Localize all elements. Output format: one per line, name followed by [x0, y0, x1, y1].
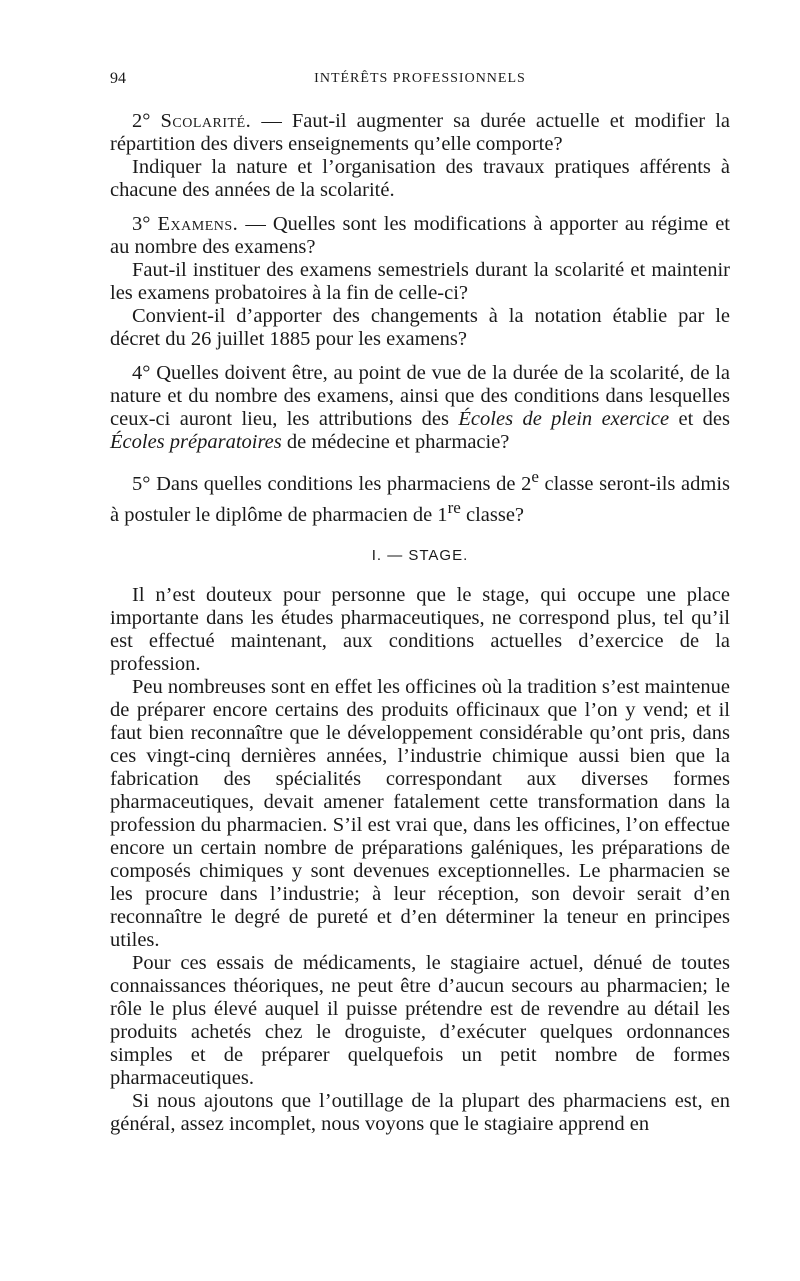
question-4-text-b: et des: [669, 408, 730, 430]
question-3-label: Examens.: [157, 213, 239, 235]
body-paragraph: Il n’est douteux pour personne que le stage, qui occupe une place importante dans les études pharmaceutiques, ne correspond plus, tel qu’il est effectué maintenant, aux conditions actuelles d’exercice de la profession.: [110, 583, 730, 675]
superscript-re: re: [447, 497, 461, 517]
question-5-text-c: classe?: [460, 503, 525, 526]
question-4-paragraph: [110, 362, 730, 454]
page-body: [110, 110, 730, 1136]
question-5-text-b: classe seront-ils admis à postuler le diplôme de pharmacien de 1: [110, 472, 730, 526]
question-2-paragraph: [110, 110, 730, 156]
running-title: INTÉRÊTS PROFESSIONNELS: [314, 71, 526, 86]
question-4-text-c: de médecine et pharmacie?: [281, 431, 510, 453]
question-3-text: — Quelles sont les modifications à apporter au régime et au nombre des examens?: [110, 213, 730, 258]
question-2-label: Scolarité.: [160, 110, 252, 132]
question-5-text-a: 5° Dans quelles conditions les pharmaciens de 2: [132, 472, 532, 495]
question-2-text: — Faut-il augmenter sa durée actuelle et modifier la répartition des divers enseignements qu’elle comporte?: [110, 110, 730, 155]
question-4-text-a: 4° Quelles doivent être, au point de vue de la durée de la scolarité, de la nature et du nombre des examens, ainsi que des conditions dans lesquelles ceux-ci auront lieu, les attributions des: [110, 362, 730, 430]
section-heading: I. — STAGE.: [371, 546, 469, 564]
ecoles-plein-exercice: Écoles de plein exercice: [458, 408, 670, 430]
body-paragraph: Peu nombreuses sont en effet les officines où la tradition s’est maintenue de préparer encore certains des produits officinaux que l’on y vend; et il faut bien reconnaître que le développement considérable qu’ont pris, dans ces vingt-cinq dernières années, l’industrie chimique aussi bien que la fabrication des spécialités correspondant aux diverses formes pharmaceutiques, devait amener fatalement cette transformation dans la profession du pharmacien. S’il est vrai que, dans les officines, l’on effectue encore un certain nombre de préparations galéniques, les préparations de composés chimiques y sont devenues exceptionnelles. Le pharmacien se les procure dans l’industrie; à leur réception, son devoir serait d’en reconnaître le degré de pureté et d’en déterminer la teneur en principes utiles.: [110, 675, 730, 951]
body-paragraph: Si nous ajoutons que l’outillage de la plupart des pharmaciens est, en général, assez incomplet, nous voyons que le stagiaire apprend en: [110, 1089, 730, 1135]
question-3-paragraph: [110, 213, 730, 259]
question-2-followup: Indiquer la nature et l’organisation des travaux pratiques afférents à chacune des années de la scolarité.: [110, 156, 730, 201]
question-3-followup-2: Convient-il d’apporter des changements à la notation établie par le décret du 26 juillet 1885 pour les examens?: [110, 305, 730, 350]
question-3-followup-1: Faut-il instituer des examens semestriels durant la scolarité et maintenir les examens probatoires à la fin de celle-ci?: [110, 259, 730, 304]
page-number: 94: [110, 70, 126, 87]
question-5-paragraph: [110, 465, 730, 527]
question-2-number: 2°: [132, 110, 161, 132]
body-paragraph: Pour ces essais de médicaments, le stagiaire actuel, dénué de toutes connaissances théoriques, ne peut être d’aucun secours au pharmacien; le rôle le plus élevé auquel il puisse prétendre est de revendre au détail les produits achetés chez le droguiste, d’exécuter quelques ordonnances simples et de préparer quelquefois un petit nombre de formes pharmaceutiques.: [110, 951, 730, 1089]
ecoles-preparatoires: Écoles préparatoires: [110, 431, 282, 453]
superscript-e: e: [531, 467, 539, 486]
page-header: [110, 70, 730, 94]
question-3-number: 3°: [132, 213, 158, 235]
